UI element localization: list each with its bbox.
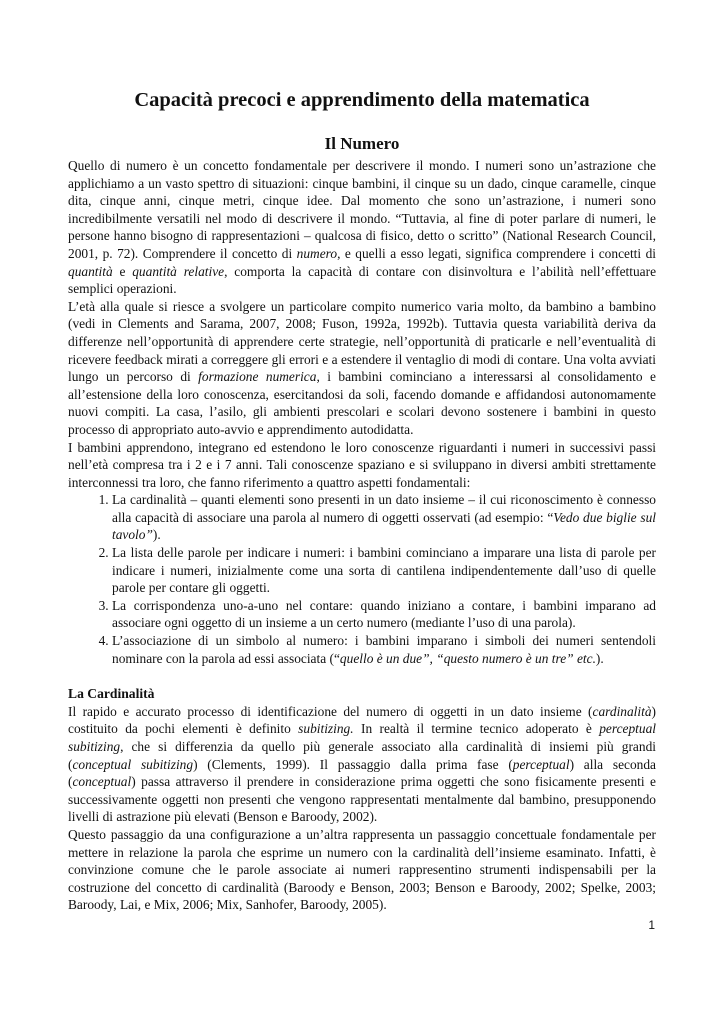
text-run: Quello di numero è un concetto fondamentale per descrivere il mondo. I numeri sono un’astrazione che applichiamo a un vasto spettro di situazioni: cinque bambini, il cinque su un dado, cinque caramelle, cinque dita, cinque anni, cinque metri, cinque idee. Dal momento che sono un’astrazione, i numeri sono incredibilmente versatili nel modo di descrivere il mondo. “Tuttavia, al fine di poter parlare di numeri, le persone hanno bisogno di rappresentazioni – qualcosa di fisico, detto o scritto” (National Research Council, 2001, p. 72). Comprendere il concetto di [68, 158, 656, 261]
emphasis-perceptual-subitizing: perceptual subitizing [68, 721, 656, 754]
list-item-symbol [112, 632, 656, 667]
section-heading-cardinalita: La Cardinalità [68, 686, 155, 702]
aspects-list [68, 491, 656, 667]
text-run: L’associazione di un simbolo al numero: i bambini imparano i simboli dei numeri sentendoli nominare con la parola ad essi associata (“ [112, 633, 656, 666]
paragraph-subitizing [68, 703, 656, 826]
paragraph-conceptual-shift: Questo passaggio da una configurazione a un’altra rappresenta un passaggio concettuale fondamentale per mettere in relazione la parola che esprime un numero con la cardinalità dell’insieme esaminato. Infatti, è convinzione comune che le parole associate ai numeri rappresentino strumenti indispensabili per la costruzione del concetto di cardinalità (Baroody e Benson, 2003; Benson e Baroody, 2002; Spelke, 2003; Baroody, Lai, e Mix, 2006; Mix, Sanhofer, Baroody, 2005). [68, 826, 656, 913]
text-run: , e quelli a esso legati, significa comprendere i concetti di [337, 245, 656, 261]
paragraph-development: I bambini apprendono, integrano ed estendono le loro conoscenze riguardanti i numeri in successivi passi nell’età compresa tra i 2 e i 7 anni. Tali conoscenze spaziano e si sviluppano in diversi ambiti strettamente interconnessi tra loro, che fanno riferimento a quattro aspetti fondamentali: [68, 439, 656, 490]
emphasis-example: quello è un due”, “questo numero è un tre” etc. [339, 650, 596, 666]
list-item-one-to-one: 3. La corrispondenza uno-a-uno nel contare: quando iniziano a contare, i bambini imparano ad associare ogni oggetto di un insieme a un certo numero (mediante l’uso di una parola). [112, 597, 656, 632]
emphasis-conceptual: conceptual [72, 774, 132, 790]
text-run: ). [595, 650, 604, 666]
text-run: Il rapido e accurato processo di identificazione del numero di oggetti in un dato insieme ( [68, 703, 593, 719]
text-run: ). [152, 527, 161, 543]
section-title-numero: Il Numero [324, 134, 400, 153]
emphasis-numero: numero [296, 245, 338, 261]
emphasis-cardinalita: cardinalità [592, 703, 652, 719]
emphasis-perceptual: perceptual [512, 756, 570, 772]
text-run: , i bambini cominciano a interessarsi al consolidamento e all’estensione della loro conoscenza, esercitandosi da soli, facendo domande e affidandosi autonomamente nuovi compiti. La casa, l’asilo, gli ambienti prescolari e scolari devono sostenere i bambini in questo processo di appropriato auto-avvio e apprendimento autodidatta. [68, 369, 656, 437]
text-run: , che si differenzia da quello più generale associato alla cardinalità di insiemi più grandi ( [68, 739, 656, 772]
text-run: ) passa attraverso il prendere in considerazione prima oggetti che sono fisicamente presenti e successivamente oggetti non presenti che vengono rappresentati mentalmente dal bambino, presupponendo livelli di astrazione più elevati (Benson e Baroody, 2002). [68, 774, 656, 825]
list-item-word-list: 2. La lista delle parole per indicare i numeri: i bambini cominciano a imparare una lista di parole per indicare i numeri, inizialmente come una sorta di cantilena indipendentemente dall’uso di quelle parole per contare gli oggetti. [112, 544, 656, 597]
text-run: e [112, 263, 133, 279]
text-run: In realtà il termine tecnico adoperato è [353, 721, 600, 737]
text-run: ) alla seconda ( [68, 756, 656, 790]
emphasis-subitizing: subitizing. [298, 721, 354, 737]
emphasis-conceptual-subitizing: conceptual subitizing [72, 756, 194, 772]
paragraph-variability [68, 298, 656, 439]
emphasis-quantita: quantità [68, 263, 113, 279]
text-run: L’età alla quale si riesce a svolgere un particolare compito numerico varia molto, da bambino a bambino (vedi in Clements and Sarama, 2007, 2008; Fuson, 1992a, 1992b). Tuttavia questa variabilità deriva da differenze nell’opportunità di apprendere certe strategie, nell’opportunità di praticarle e nell’eventualità di ricevere feedback mirati a correggere gli errori e a estendere il ventaglio di modi di contare. Una volta avviati lungo un percorso di [68, 298, 656, 385]
emphasis-example: Vedo due biglie sul tavolo” [112, 509, 656, 543]
paragraph-intro [68, 157, 656, 298]
text-run: , comporta la capacità di contare con disinvoltura e l’abilità nell’effettuare semplici operazioni. [68, 263, 657, 297]
emphasis-quantita-relative: quantità relative [132, 263, 225, 279]
document-title: Capacità precoci e apprendimento della matematica [134, 89, 590, 111]
text-run: ) costituito da pochi elementi è definito [68, 703, 656, 737]
emphasis-formazione-numerica: formazione numerica [198, 369, 317, 385]
list-item-cardinality [112, 491, 656, 544]
page-number: 1 [648, 918, 655, 932]
text-run: ) (Clements, 1999). Il passaggio dalla prima fase ( [193, 756, 513, 772]
text-run: La cardinalità – quanti elementi sono presenti in un dato insieme – il cui riconoscimento è connesso alla capacità di associare una parola al numero di oggetti osservati (ad esempio: “ [112, 492, 656, 525]
